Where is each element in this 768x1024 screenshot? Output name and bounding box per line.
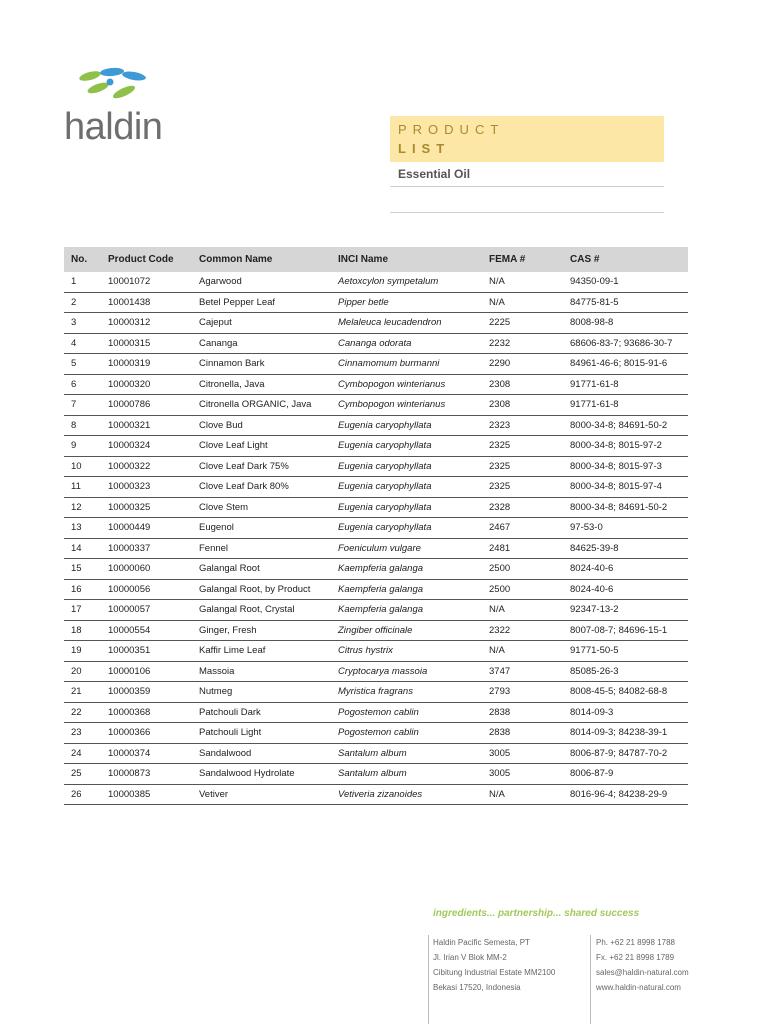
cell-common-name: Clove Stem — [192, 497, 331, 518]
cell-inci-name: Melaleuca leucadendron — [331, 313, 482, 334]
table-row — [64, 313, 688, 334]
phone-number: Ph. +62 21 8998 1788 — [596, 938, 675, 947]
cell-no: 11 — [64, 477, 101, 498]
cell-no: 24 — [64, 743, 101, 764]
table-row — [64, 682, 688, 703]
cell-cas: 8024-40-6 — [563, 579, 688, 600]
cell-common-name: Betel Pepper Leaf — [192, 292, 331, 313]
cell-product-code: 10000319 — [101, 354, 192, 375]
cell-inci-name: Foeniculum vulgare — [331, 538, 482, 559]
cell-no: 4 — [64, 333, 101, 354]
cell-cas: 85085-26-3 — [563, 661, 688, 682]
cell-cas: 8000-34-8; 84691-50-2 — [563, 497, 688, 518]
cell-product-code: 10000323 — [101, 477, 192, 498]
footer-contact — [596, 935, 689, 995]
cell-inci-name: Cryptocarya massoia — [331, 661, 482, 682]
cell-common-name: Clove Bud — [192, 415, 331, 436]
cell-product-code: 10000324 — [101, 436, 192, 457]
product-table-body — [64, 272, 688, 805]
table-row — [64, 641, 688, 662]
cell-fema: N/A — [482, 641, 563, 662]
cell-common-name: Patchouli Light — [192, 723, 331, 744]
cell-fema: N/A — [482, 272, 563, 292]
table-row — [64, 579, 688, 600]
cell-cas: 8000-34-8; 84691-50-2 — [563, 415, 688, 436]
cell-product-code: 10000385 — [101, 784, 192, 805]
cell-fema: 2328 — [482, 497, 563, 518]
cell-common-name: Clove Leaf Dark 80% — [192, 477, 331, 498]
cell-fema: 2793 — [482, 682, 563, 703]
cell-product-code: 10000320 — [101, 374, 192, 395]
cell-cas: 8016-96-4; 84238-29-9 — [563, 784, 688, 805]
cell-product-code: 10000312 — [101, 313, 192, 334]
address-line: Bekasi 17520, Indonesia — [433, 983, 521, 992]
category-subtitle: Essential Oil — [398, 167, 471, 181]
cell-cas: 8024-40-6 — [563, 559, 688, 580]
cell-cas: 94350-09-1 — [563, 272, 688, 292]
cell-cas: 8014-09-3; 84238-39-1 — [563, 723, 688, 744]
cell-fema: N/A — [482, 784, 563, 805]
cell-fema: 2481 — [482, 538, 563, 559]
cell-common-name: Cinnamon Bark — [192, 354, 331, 375]
table-row — [64, 415, 688, 436]
table-row — [64, 538, 688, 559]
cell-inci-name: Eugenia caryophyllata — [331, 477, 482, 498]
cell-common-name: Kaffir Lime Leaf — [192, 641, 331, 662]
cell-inci-name: Pogostemon cablin — [331, 702, 482, 723]
table-row — [64, 292, 688, 313]
cell-product-code: 10000786 — [101, 395, 192, 416]
header-product-code: Product Code — [101, 247, 192, 272]
cell-common-name: Galangal Root, by Product — [192, 579, 331, 600]
table-row — [64, 497, 688, 518]
cell-cas: 8000-34-8; 8015-97-4 — [563, 477, 688, 498]
cell-product-code: 10000321 — [101, 415, 192, 436]
cell-product-code: 10000057 — [101, 600, 192, 621]
cell-common-name: Clove Leaf Light — [192, 436, 331, 457]
table-row — [64, 518, 688, 539]
cell-product-code: 10000351 — [101, 641, 192, 662]
cell-no: 9 — [64, 436, 101, 457]
cell-no: 19 — [64, 641, 101, 662]
cell-common-name: Nutmeg — [192, 682, 331, 703]
cell-no: 21 — [64, 682, 101, 703]
table-row — [64, 620, 688, 641]
address-line: Haldin Pacific Semesta, PT — [433, 938, 530, 947]
cell-cas: 8008-98-8 — [563, 313, 688, 334]
cell-inci-name: Zingiber officinale — [331, 620, 482, 641]
cell-no: 22 — [64, 702, 101, 723]
cell-fema: 3747 — [482, 661, 563, 682]
cell-inci-name: Santalum album — [331, 743, 482, 764]
cell-no: 7 — [64, 395, 101, 416]
cell-common-name: Sandalwood — [192, 743, 331, 764]
product-list-title-box — [390, 116, 664, 162]
cell-fema: 3005 — [482, 743, 563, 764]
cell-fema: 2308 — [482, 395, 563, 416]
cell-product-code: 10000322 — [101, 456, 192, 477]
cell-no: 6 — [64, 374, 101, 395]
cell-inci-name: Kaempferia galanga — [331, 579, 482, 600]
cell-cas: 84961-46-6; 8015-91-6 — [563, 354, 688, 375]
logo-mark-icon — [72, 66, 162, 102]
cell-no: 3 — [64, 313, 101, 334]
title-product: PRODUCT — [398, 122, 505, 137]
cell-fema: 2500 — [482, 579, 563, 600]
cell-common-name: Ginger, Fresh — [192, 620, 331, 641]
cell-product-code: 10000873 — [101, 764, 192, 785]
haldin-logo — [64, 66, 174, 156]
cell-inci-name: Eugenia caryophyllata — [331, 518, 482, 539]
brand-name: haldin — [64, 106, 163, 148]
cell-fema: N/A — [482, 292, 563, 313]
table-row — [64, 374, 688, 395]
cell-cas: 97-53-0 — [563, 518, 688, 539]
cell-no: 13 — [64, 518, 101, 539]
cell-fema: 2232 — [482, 333, 563, 354]
table-row — [64, 743, 688, 764]
table-row — [64, 477, 688, 498]
subtitle-box — [390, 162, 664, 187]
cell-inci-name: Eugenia caryophyllata — [331, 436, 482, 457]
cell-no: 10 — [64, 456, 101, 477]
cell-no: 15 — [64, 559, 101, 580]
cell-inci-name: Kaempferia galanga — [331, 600, 482, 621]
footer-divider-left — [428, 935, 429, 1024]
title-list: LIST — [398, 141, 451, 156]
header-inci-name: INCI Name — [331, 247, 482, 272]
cell-common-name: Patchouli Dark — [192, 702, 331, 723]
cell-cas: 8007-08-7; 84696-15-1 — [563, 620, 688, 641]
table-row — [64, 784, 688, 805]
cell-cas: 8000-34-8; 8015-97-2 — [563, 436, 688, 457]
cell-product-code: 10000449 — [101, 518, 192, 539]
cell-product-code: 10000106 — [101, 661, 192, 682]
cell-cas: 8000-34-8; 8015-97-3 — [563, 456, 688, 477]
cell-cas: 8006-87-9; 84787-70-2 — [563, 743, 688, 764]
cell-inci-name: Kaempferia galanga — [331, 559, 482, 580]
cell-cas: 8006-87-9 — [563, 764, 688, 785]
cell-cas: 91771-61-8 — [563, 374, 688, 395]
cell-common-name: Cananga — [192, 333, 331, 354]
cell-product-code: 10000337 — [101, 538, 192, 559]
cell-inci-name: Cymbopogon winterianus — [331, 395, 482, 416]
cell-no: 26 — [64, 784, 101, 805]
footer-address — [433, 935, 555, 995]
cell-common-name: Galangal Root, Crystal — [192, 600, 331, 621]
footer-divider-middle — [590, 935, 591, 1024]
cell-inci-name: Cananga odorata — [331, 333, 482, 354]
cell-fema: 3005 — [482, 764, 563, 785]
header-common-name: Common Name — [192, 247, 331, 272]
product-table — [64, 247, 688, 805]
cell-product-code: 10000366 — [101, 723, 192, 744]
cell-no: 5 — [64, 354, 101, 375]
cell-inci-name: Citrus hystrix — [331, 641, 482, 662]
address-line: Jl. Irian V Blok MM-2 — [433, 953, 507, 962]
table-row — [64, 702, 688, 723]
cell-product-code: 10000325 — [101, 497, 192, 518]
table-row — [64, 272, 688, 292]
cell-inci-name: Eugenia caryophyllata — [331, 415, 482, 436]
cell-fema: 2325 — [482, 456, 563, 477]
table-row — [64, 559, 688, 580]
cell-fema: 2325 — [482, 477, 563, 498]
cell-common-name: Eugenol — [192, 518, 331, 539]
table-row — [64, 456, 688, 477]
cell-inci-name: Santalum album — [331, 764, 482, 785]
table-row — [64, 600, 688, 621]
cell-cas: 84625-39-8 — [563, 538, 688, 559]
cell-cas: 84775-81-5 — [563, 292, 688, 313]
cell-inci-name: Pipper betle — [331, 292, 482, 313]
cell-inci-name: Vetiveria zizanoides — [331, 784, 482, 805]
blank-field — [390, 187, 664, 213]
cell-fema: N/A — [482, 600, 563, 621]
address-line: Cibitung Industrial Estate MM2100 — [433, 968, 556, 977]
cell-fema: 2323 — [482, 415, 563, 436]
table-row — [64, 395, 688, 416]
cell-common-name: Agarwood — [192, 272, 331, 292]
cell-fema: 2838 — [482, 702, 563, 723]
cell-no: 20 — [64, 661, 101, 682]
cell-common-name: Cajeput — [192, 313, 331, 334]
cell-common-name: Sandalwood Hydrolate — [192, 764, 331, 785]
cell-no: 17 — [64, 600, 101, 621]
cell-product-code: 10000359 — [101, 682, 192, 703]
cell-no: 18 — [64, 620, 101, 641]
header-no: No. — [64, 247, 101, 272]
cell-no: 25 — [64, 764, 101, 785]
cell-product-code: 10000056 — [101, 579, 192, 600]
cell-cas: 92347-13-2 — [563, 600, 688, 621]
cell-inci-name: Cymbopogon winterianus — [331, 374, 482, 395]
cell-cas: 91771-50-5 — [563, 641, 688, 662]
cell-product-code: 10001072 — [101, 272, 192, 292]
cell-no: 8 — [64, 415, 101, 436]
cell-product-code: 10000554 — [101, 620, 192, 641]
cell-inci-name: Pogostemon cablin — [331, 723, 482, 744]
cell-no: 16 — [64, 579, 101, 600]
cell-inci-name: Eugenia caryophyllata — [331, 497, 482, 518]
cell-product-code: 10000060 — [101, 559, 192, 580]
cell-common-name: Clove Leaf Dark 75% — [192, 456, 331, 477]
cell-common-name: Galangal Root — [192, 559, 331, 580]
cell-common-name: Fennel — [192, 538, 331, 559]
cell-no: 2 — [64, 292, 101, 313]
cell-inci-name: Aetoxcylon sympetalum — [331, 272, 482, 292]
cell-fema: 2838 — [482, 723, 563, 744]
cell-cas: 8008-45-5; 84082-68-8 — [563, 682, 688, 703]
table-row — [64, 436, 688, 457]
email-link[interactable]: sales@haldin-natural.com — [596, 968, 689, 977]
website-link[interactable]: www.haldin-natural.com — [596, 983, 681, 992]
cell-cas: 68606-83-7; 93686-30-7 — [563, 333, 688, 354]
table-row — [64, 354, 688, 375]
cell-common-name: Citronella ORGANIC, Java — [192, 395, 331, 416]
cell-product-code: 10000315 — [101, 333, 192, 354]
table-row — [64, 764, 688, 785]
header-fema: FEMA # — [482, 247, 563, 272]
cell-inci-name: Myristica fragrans — [331, 682, 482, 703]
cell-common-name: Vetiver — [192, 784, 331, 805]
cell-product-code: 10001438 — [101, 292, 192, 313]
tagline: ingredients... partnership... shared success — [433, 908, 640, 919]
table-header-row — [64, 247, 688, 272]
cell-product-code: 10000368 — [101, 702, 192, 723]
cell-fema: 2308 — [482, 374, 563, 395]
cell-cas: 91771-61-8 — [563, 395, 688, 416]
cell-fema: 2467 — [482, 518, 563, 539]
table-row — [64, 661, 688, 682]
cell-common-name: Massoia — [192, 661, 331, 682]
cell-product-code: 10000374 — [101, 743, 192, 764]
cell-no: 14 — [64, 538, 101, 559]
cell-inci-name: Eugenia caryophyllata — [331, 456, 482, 477]
cell-fema: 2225 — [482, 313, 563, 334]
cell-fema: 2500 — [482, 559, 563, 580]
cell-common-name: Citronella, Java — [192, 374, 331, 395]
cell-cas: 8014-09-3 — [563, 702, 688, 723]
cell-fema: 2325 — [482, 436, 563, 457]
table-row — [64, 333, 688, 354]
cell-inci-name: Cinnamomum burmanni — [331, 354, 482, 375]
cell-no: 23 — [64, 723, 101, 744]
cell-fema: 2290 — [482, 354, 563, 375]
cell-fema: 2322 — [482, 620, 563, 641]
cell-no: 12 — [64, 497, 101, 518]
header-cas: CAS # — [563, 247, 688, 272]
fax-number: Fx. +62 21 8998 1789 — [596, 953, 675, 962]
cell-no: 1 — [64, 272, 101, 292]
table-row — [64, 723, 688, 744]
